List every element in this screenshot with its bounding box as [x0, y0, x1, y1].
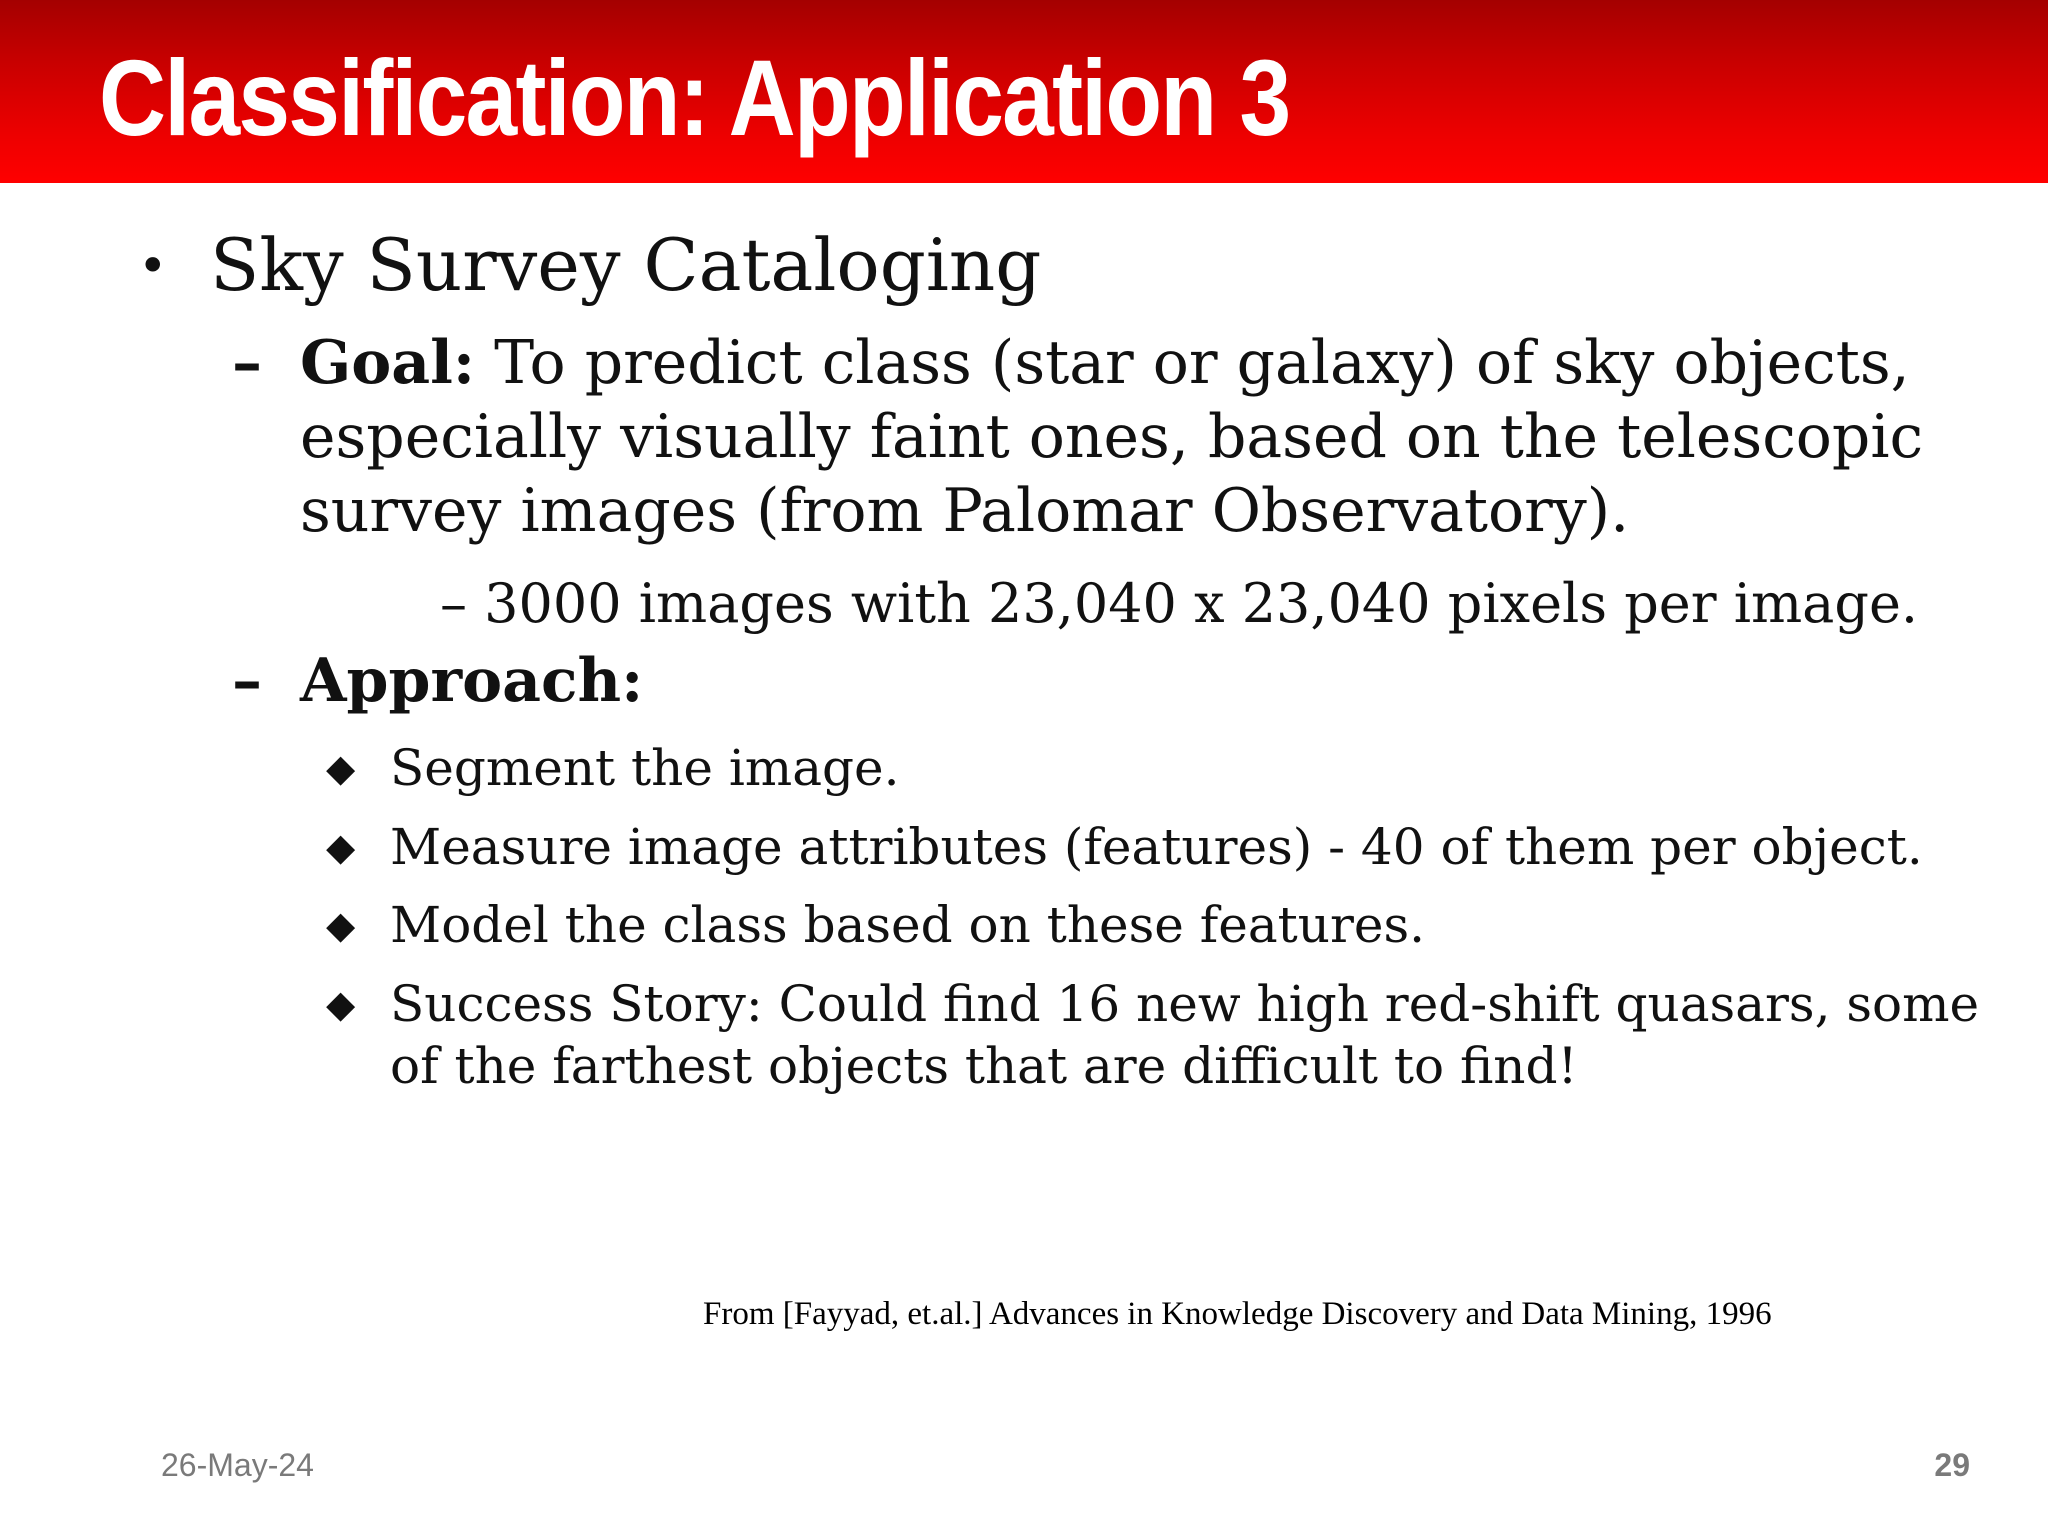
approach-item-1-text: Segment the image. — [390, 739, 900, 797]
title-bar — [0, 0, 2048, 183]
level1-bullet: • — [138, 237, 168, 295]
goal-line-3: survey images (from Palomar Observatory). — [300, 476, 1630, 546]
approach-item-3-text: Model the class based on these features. — [390, 896, 1426, 954]
approach-item-2-text: Measure image attributes (features) - 40 of them per object. — [390, 818, 1923, 876]
goal-line-1 — [300, 325, 1910, 401]
footer-date: 26-May-24 — [161, 1447, 314, 1483]
diamond-bullet-icon: ◆ — [326, 903, 356, 947]
citation: From [Fayyad, et.al.] Advances in Knowledge Discovery and Data Mining, 1996 — [703, 1296, 1772, 1332]
goal-line-1-text: To predict class (star or galaxy) of sky objects, — [475, 328, 1910, 398]
diamond-bullet-icon: ◆ — [326, 825, 356, 869]
footer-page-number: 29 — [1934, 1447, 1970, 1483]
goal-label: Goal: — [300, 328, 476, 398]
level1-heading: Sky Survey Cataloging — [210, 223, 1042, 307]
approach-item-4-line-2: of the farthest objects that are difficult to find! — [390, 1037, 1578, 1095]
goal-detail: – 3000 images with 23,040 x 23,040 pixels per image. — [440, 572, 1919, 635]
goal-dash: – — [232, 328, 262, 398]
approach-dash: – — [232, 646, 262, 716]
diamond-bullet-icon: ◆ — [326, 982, 356, 1026]
approach-item-4-line-1: Success Story: Could find 16 new high red-shift quasars, some — [390, 975, 1980, 1033]
approach-label: Approach: — [300, 646, 644, 716]
diamond-bullet-icon: ◆ — [326, 746, 356, 790]
slide-title: Classification: Application 3 — [99, 37, 1290, 158]
goal-line-2: especially visually faint ones, based on the telescopic — [300, 402, 1924, 472]
